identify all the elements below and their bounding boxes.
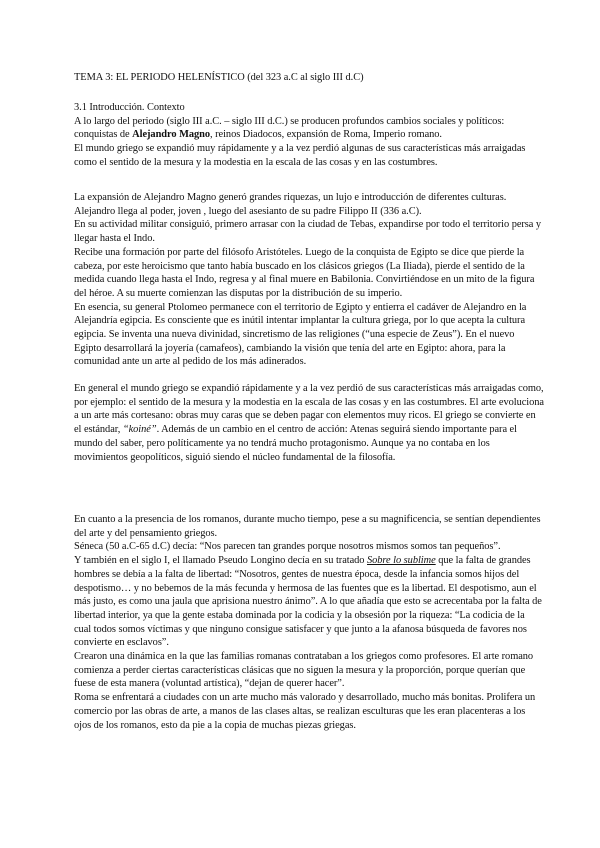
section-romanos (74, 513, 544, 732)
paragraph-12: Roma se enfrentará a ciudades con un arte mucho más valorado y desarrollado, mucho más bonitas. Prolifera un comercio por las obras de arte, a manos de las clases altas, se realizan esculturas que les eran placenteras a los ojos de los romanos, esto da pie a la copia de muchas piezas griegas. (74, 692, 536, 731)
document-title: TEMA 3: EL PERIODO HELENÍSTICO (del 323 a.C al siglo III d.C) (74, 72, 364, 83)
section-mundo-griego (74, 382, 544, 464)
paragraph-8: En cuanto a la presencia de los romanos, durante mucho tiempo, pese a su magnificencia, se sentían dependientes del arte y del pensamiento griegos. (74, 514, 541, 539)
paragraph-2: El mundo griego se expandió muy rápidamente y a la vez perdió algunas de sus características más arraigadas como el sentido de la mesura y la modestia en la escala de las cosas y en las costumbres. (74, 143, 526, 168)
paragraph-7: En general el mundo griego se expandió rápidamente y a la vez perdió de sus características más arraigadas como, por ejemplo: el sentido de la mesura y la modestia en la escala de las cosas y en las costumbres. El arte evoluciona a un arte más cortesano: obras muy caras que se deben pagar con elementos muy ricos. El griego se convierte en el estándar, “koiné”. Además de un cambio en el centro de acción: Atenas seguirá siendo importante para el mundo del saber, pero políticamente ya no tendrá mucho protagonismo. Aunque ya no contaba en los movimientos geopolíticos, siguió siendo el núcleo fundamental de la filosofía. (74, 383, 544, 463)
section-intro (74, 101, 544, 170)
paragraph-11: Crearon una dinámica en la que las familias romanas contrataban a los griegos como profesores. El arte romano comienza a perder ciertas características clásicas que no siguen la mesura y la proporción, porque querían que fuese de esta manera (voluntad artística), “dejan de querer hacer”. (74, 651, 534, 690)
section-heading: 3.1 Introducción. Contexto (74, 102, 185, 113)
bold-alejandro: Alejandro Magno (132, 129, 211, 141)
paragraph-3: La expansión de Alejandro Magno generó grandes riquezas, un lujo e introducción de diferentes culturas. Alejandro llega al poder, joven , luego del asesianto de su padre Filippo II (336 a.C). (74, 192, 507, 217)
paragraph-1: A lo largo del periodo (siglo III a.C. – siglo III d.C.) se producen profundos cambios sociales y políticos: conquistas de Alejandro Magno, reinos Diadocos, expansión de Roma, Imperio romano. (74, 115, 505, 141)
paragraph-5: Recibe una formación por parte del filósofo Aristóteles. Luego de la conquista de Egipto se dice que pierde la cabeza, por este heroicismo que tanto había buscado en los clásicos griegos (La Iliada), pierde el sentido de la medida cuando llega hasta el Indo, regresa y al final muere en Babilonia. Convirtiéndose en un mito de la figura del héroe. A su muerte comienzan las disputas por la distribución de su imperio. (74, 246, 535, 299)
paragraph-9: Séneca (50 a.C-65 d.C) decía: “Nos parecen tan grandes porque nosotros mismos somos tan pequeños”. (74, 541, 501, 553)
section-alejandro (74, 191, 544, 369)
paragraph-4: En su actividad militar consiguió, primero arrasar con la ciudad de Tebas, expandirse por todo el territorio persa y llegar hasta el Indo. (74, 219, 542, 245)
paragraph-10: Y también en el siglo I, el llamado Pseudo Longino decía en su tratado Sobre lo sublime que la falta de grandes hombres se debía a la falta de libertad: “Nosotros, gentes de nuestra época, desde la infancia somos hijos del despotismo… y no bebemos de la más fecunda y hermosa de las fuentes que es la libertad. El despotismo, aun el más justo, es como una jaula que aprisiona nuestro ánimo”. A lo que añadía que esto se acrecentaba por la falta de libertad interior, ya que la gente estaba dominada por la codicia y la obsesión por la riqueza: “La codicia de la cual todos somos víctimas y que ninguno consigue satisfacer y que junto a la afanosa búsqueda de favores nos convierte en esclavos”. (74, 555, 542, 649)
italic-koine: “koiné” (122, 424, 157, 436)
document-title-block (74, 71, 544, 85)
underlined-title-sobre-lo-sublime: Sobre lo sublime (367, 555, 436, 567)
paragraph-6: En esencia, su general Ptolomeo permanece con el territorio de Egipto y entierra el cadáver de Alejandro en la Alejandría egipcia. Es consciente que es inútil intentar implantar la cultura griega, por lo que acepta la cultura egipcia. Se inventa una nueva divinidad, sincretismo de las religiones (“una especie de Zeus”). En el nuevo Egipto desarrollará la joyería (camafeos), cambiando la visión que tenía del arte en Egipto: ahora, para la comunidad ante un arte al pedido de los más adinerados. (74, 301, 527, 368)
